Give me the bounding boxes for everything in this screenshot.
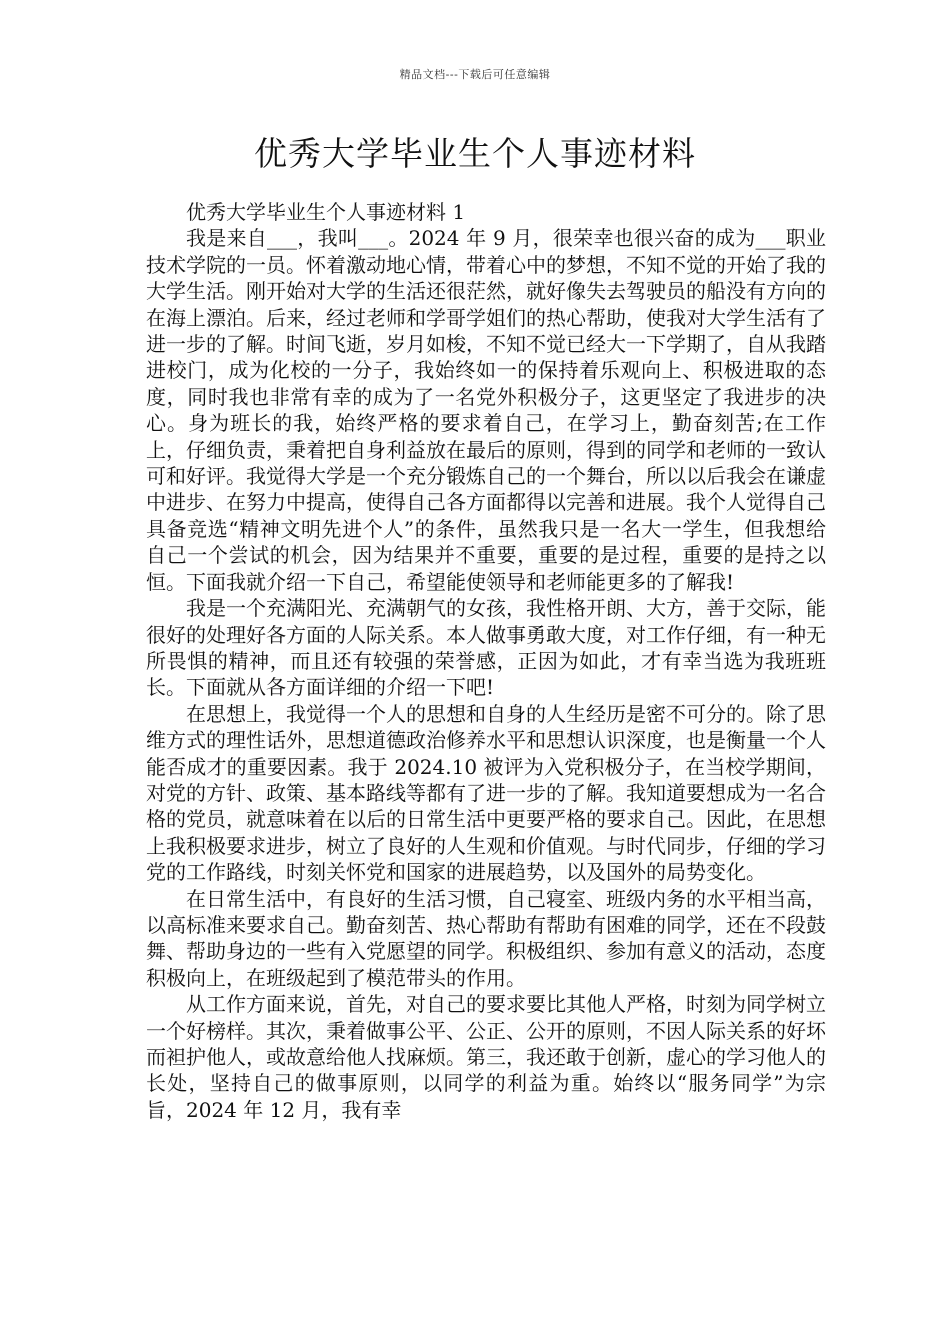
header-note: 精品文档---下载后可任意编辑: [399, 68, 551, 81]
paragraph-daily-life: 在日常生活中，有良好的生活习惯，自己寝室、班级内务的水平相当高，以高标准来要求自己。勤奋刻苦、热心帮助有帮助有困难的同学，还在不段鼓舞、帮助身边的一些有入党愿望的同学。积极组织、参加有意义的活动，态度积极向上，在班级起到了模范带头的作用。: [146, 886, 826, 990]
paragraph-personality: 我是一个充满阳光、充满朝气的女孩，我性格开朗、大方，善于交际，能很好的处理好各方面的人际关系。本人做事勇敢大度，对工作仔细，有一种无所畏惧的精神，而且还有较强的荣誉感，正因为如此，才有幸当选为我班班长。下面就从各方面详细的介绍一下吧!: [146, 596, 826, 700]
paragraph-intro: 我是来自___，我叫___。2024 年 9 月，很荣幸也很兴奋的成为___职业技术学院的一员。怀着激动地心情，带着心中的梦想，不知不觉的开始了我的大学生活。刚开始对大学的生活还很茫然，就好像失去驾驶员的船没有方向的在海上漂泊。后来，经过老师和学哥学姐们的热心帮助，使我对大学生活有了进一步的了解。时间飞逝，岁月如梭，不知不觉已经大一下学期了，自从我踏进校门，成为化校的一分子，我始终如一的保持着乐观向上、积极进取的态度，同时我也非常有幸的成为了一名党外积极分子，这更坚定了我进步的决心。身为班长的我，始终严格的要求着自己，在学习上，勤奋刻苦;在工作上，仔细负责，秉着把自身利益放在最后的原则，得到的同学和老师的一致认可和好评。我觉得大学是一个充分锻炼自己的一个舞台，所以以后我会在谦虚中进步、在努力中提高，使得自己各方面都得以完善和进展。我个人觉得自己具备竞选“精神文明先进个人”的条件，虽然我只是一名大一学生，但我想给自己一个尝试的机会，因为结果并不重要，重要的是过程，重要的是持之以恒。下面我就介绍一下自己，希望能使领导和老师能更多的了解我!: [146, 226, 826, 594]
document-body: [146, 199, 826, 1123]
document-title: 优秀大学毕业生个人事迹材料: [254, 134, 696, 173]
paragraph-work: 从工作方面来说，首先，对自己的要求要比其他人严格，时刻为同学树立一个好榜样。其次，秉着做事公平、公正、公开的原则，不因人际关系的好坏而袒护他人，或故意给他人找麻烦。第三，我还敢于创新，虚心的学习他人的长处，坚持自己的做事原则，以同学的利益为重。始终以“服务同学”为宗旨，2024 年 12 月，我有幸: [146, 992, 826, 1122]
paragraph-ideology: 在思想上，我觉得一个人的思想和自身的人生经历是密不可分的。除了思维方式的理性话外，思想道德政治修养水平和思想认识深度，也是衡量一个人能否成才的重要因素。我于 2024.10 被评为入党积极分子，在当校学期间，对党的方针、政策、基本路线等都有了进一步的了解。我知道要想成为一名合格的党员，就意味着在以后的日常生活中更要严格的要求自己。因此，在思想上我积极要求进步，树立了良好的人生观和价值观。与时代同步，仔细的学习党的工作路线，时刻关怀党和国家的进展趋势，以及国外的局势变化。: [146, 701, 826, 885]
section-subtitle: 优秀大学毕业生个人事迹材料 1: [186, 200, 466, 224]
